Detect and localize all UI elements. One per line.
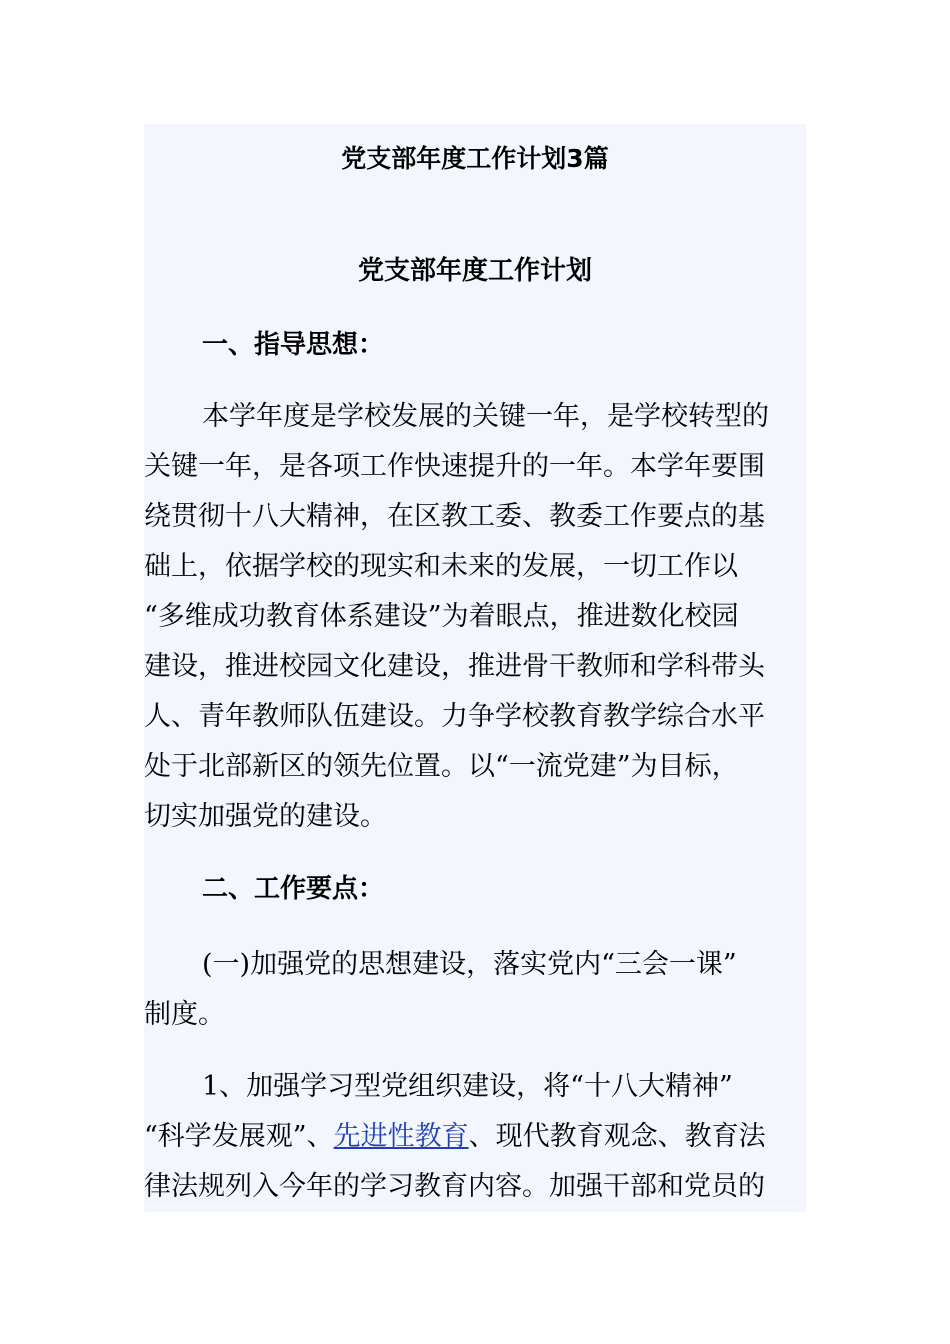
paragraph-line: 础上，依据学校的现实和未来的发展，一切工作以 [144,551,738,582]
paragraph-line: 本学年度是学校发展的关键一年，是学校转型的 [202,401,769,432]
paragraph-line: 1、加强学习型党组织建设，将“十八大精神” [202,1071,733,1102]
paragraph-line: 人、青年教师队伍建设。力争学校教育教学综合水平 [144,701,765,732]
item2-paragraph [144,1062,806,1212]
paragraph-line: 关键一年，是各项工作快速提升的一年。本学年要围 [144,451,765,482]
paragraph-line: 建设，推进校园文化建设，推进骨干教师和学科带头 [144,651,765,682]
advanced-education-link[interactable]: 先进性教育 [333,1121,469,1152]
paragraph-line: 处于北部新区的领先位置。以“一流党建”为目标， [144,751,739,782]
paragraph-line: (一)加强党的思想建设，落实党内“三会一课” [202,949,737,980]
section1-paragraph [144,392,806,842]
paragraph-line: 律法规列入今年的学习教育内容。加强干部和党员的 [144,1171,765,1202]
paragraph-line: 制度。 [144,999,225,1030]
paragraph-line [144,1112,806,1162]
line-text-after-link: 、现代教育观念、教育法 [468,1121,766,1152]
section-heading-guiding-thought: 一、指导思想： [202,330,385,360]
line-text-before-link: “科学发展观”、 [144,1121,334,1152]
paragraph-line: 绕贯彻十八大精神，在区教工委、教委工作要点的基 [144,501,765,532]
document-title: 党支部年度工作计划3篇 [341,144,609,173]
document-subtitle: 党支部年度工作计划 [357,256,592,286]
section-heading-work-points: 二、工作要点： [202,874,385,904]
document-page [144,124,806,1212]
item1-paragraph [144,940,806,1040]
paragraph-line: “多维成功教育体系建设”为着眼点，推进数化校园 [144,601,739,632]
paragraph-line: 切实加强党的建设。 [144,801,387,832]
